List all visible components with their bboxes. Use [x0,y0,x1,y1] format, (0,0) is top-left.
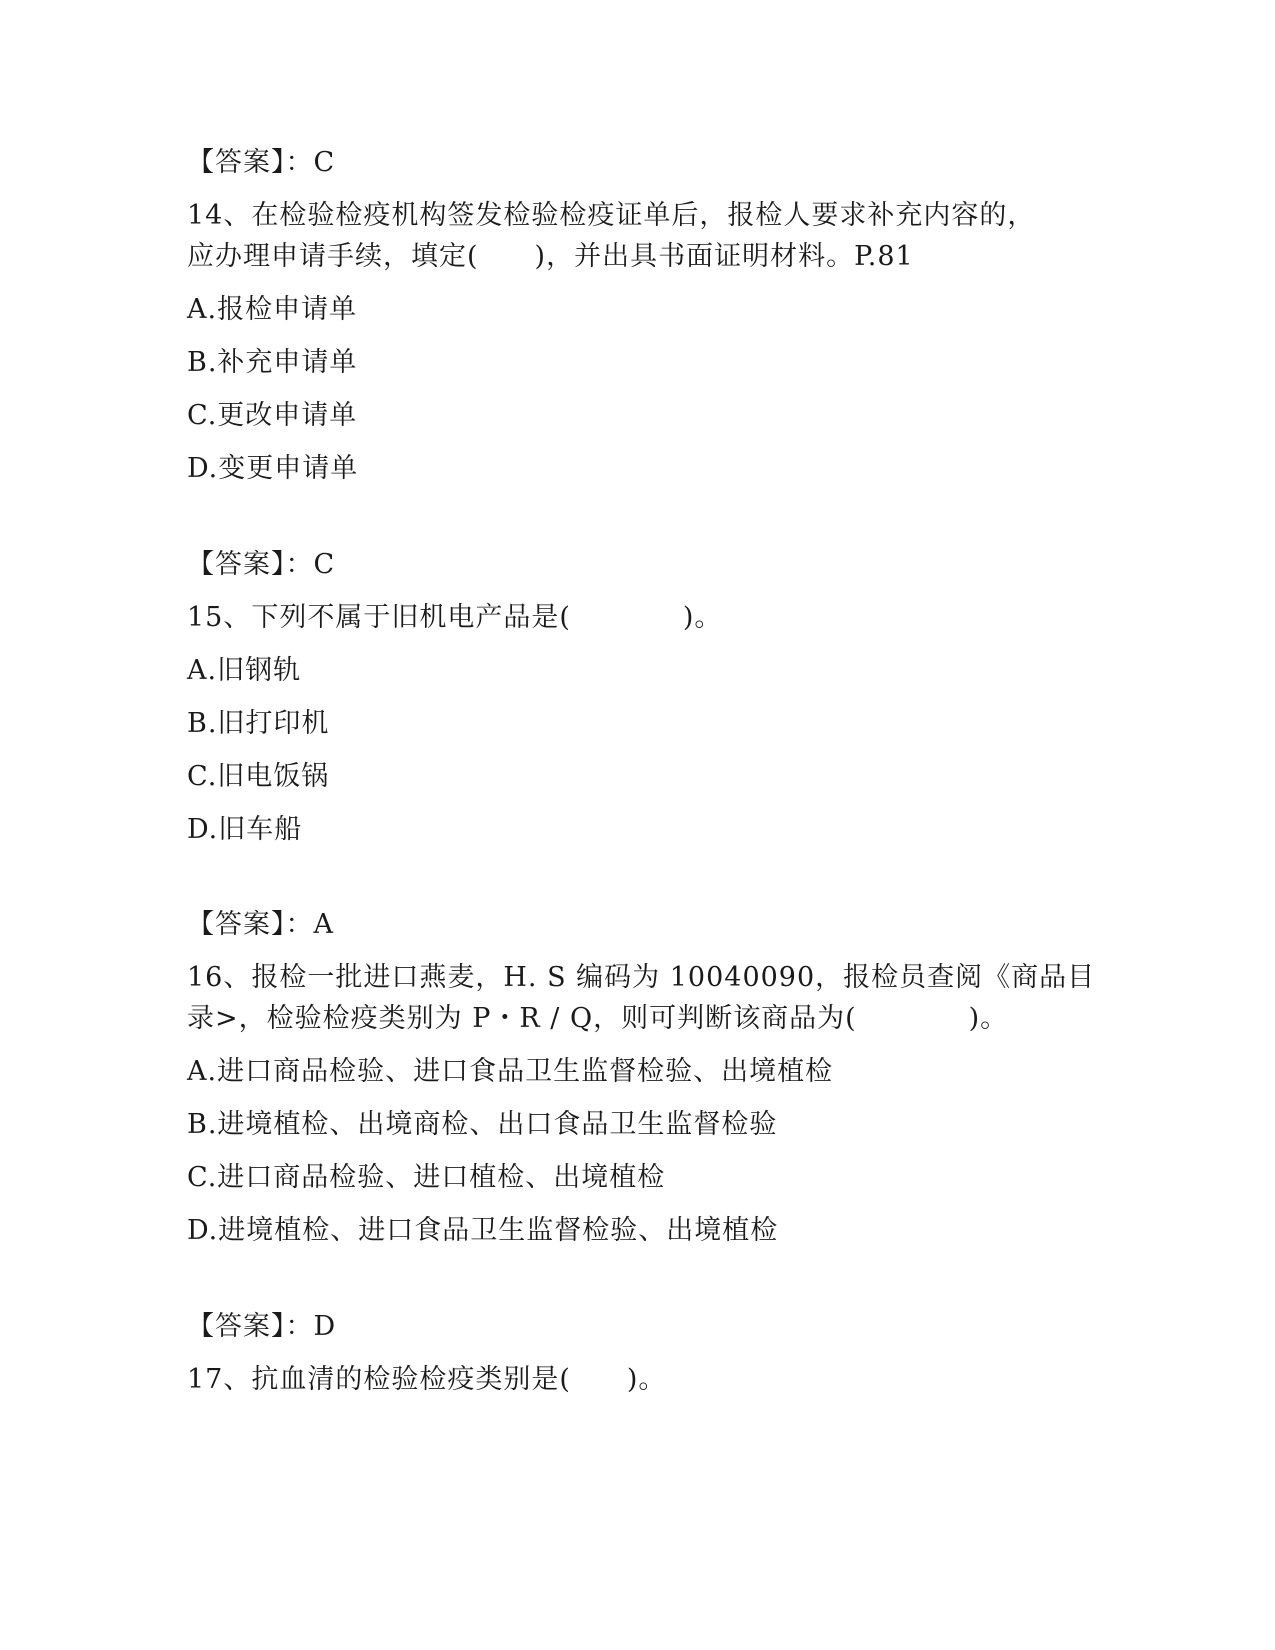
answer-13: 【答案】：C [187,147,336,178]
question-16-option-b: B.进境植检、出境商检、出口食品卫生监督检验 [187,1109,778,1140]
question-14-line-1: 14、在检验检疫机构签发检验检疫证单后，报检人要求补充内容的， [187,200,1036,231]
question-16-line-2: 录>，检验检疫类别为 P・R / Q，则可判断该商品为( )。 [187,1003,1009,1034]
question-16-option-c: C.进口商品检验、进口植检、出境植检 [187,1162,666,1193]
question-16-option-a: A.进口商品检验、进口食品卫生监督检验、出境植检 [187,1056,834,1087]
answer-15: 【答案】：A [187,909,334,940]
question-14-line-2: 应办理申请手续，填定( )，并出具书面证明材料。P.81 [187,241,914,272]
question-14-option-a: A.报检申请单 [187,294,358,325]
question-14-option-c: C.更改申请单 [187,400,358,431]
question-14-option-d: D.变更申请单 [187,453,359,484]
question-16-option-d: D.进境植检、进口食品卫生监督检验、出境植检 [187,1215,779,1246]
question-17-line-1: 17、抗血清的检验检疫类别是( )。 [187,1364,667,1395]
answer-14: 【答案】：C [187,549,336,580]
question-15-option-c: C.旧电饭锅 [187,761,330,792]
question-14-option-b: B.补充申请单 [187,347,358,378]
answer-16: 【答案】：D [187,1311,337,1342]
question-16-line-1: 16、报检一批进口燕麦，H. S 编码为 10040090，报检员查阅《商品目 [187,962,1096,993]
question-15-option-a: A.旧钢轨 [187,655,302,686]
question-15-line-1: 15、下列不属于旧机电产品是( )。 [187,602,723,633]
question-15-option-b: B.旧打印机 [187,708,330,739]
question-15-option-d: D.旧车船 [187,814,303,845]
